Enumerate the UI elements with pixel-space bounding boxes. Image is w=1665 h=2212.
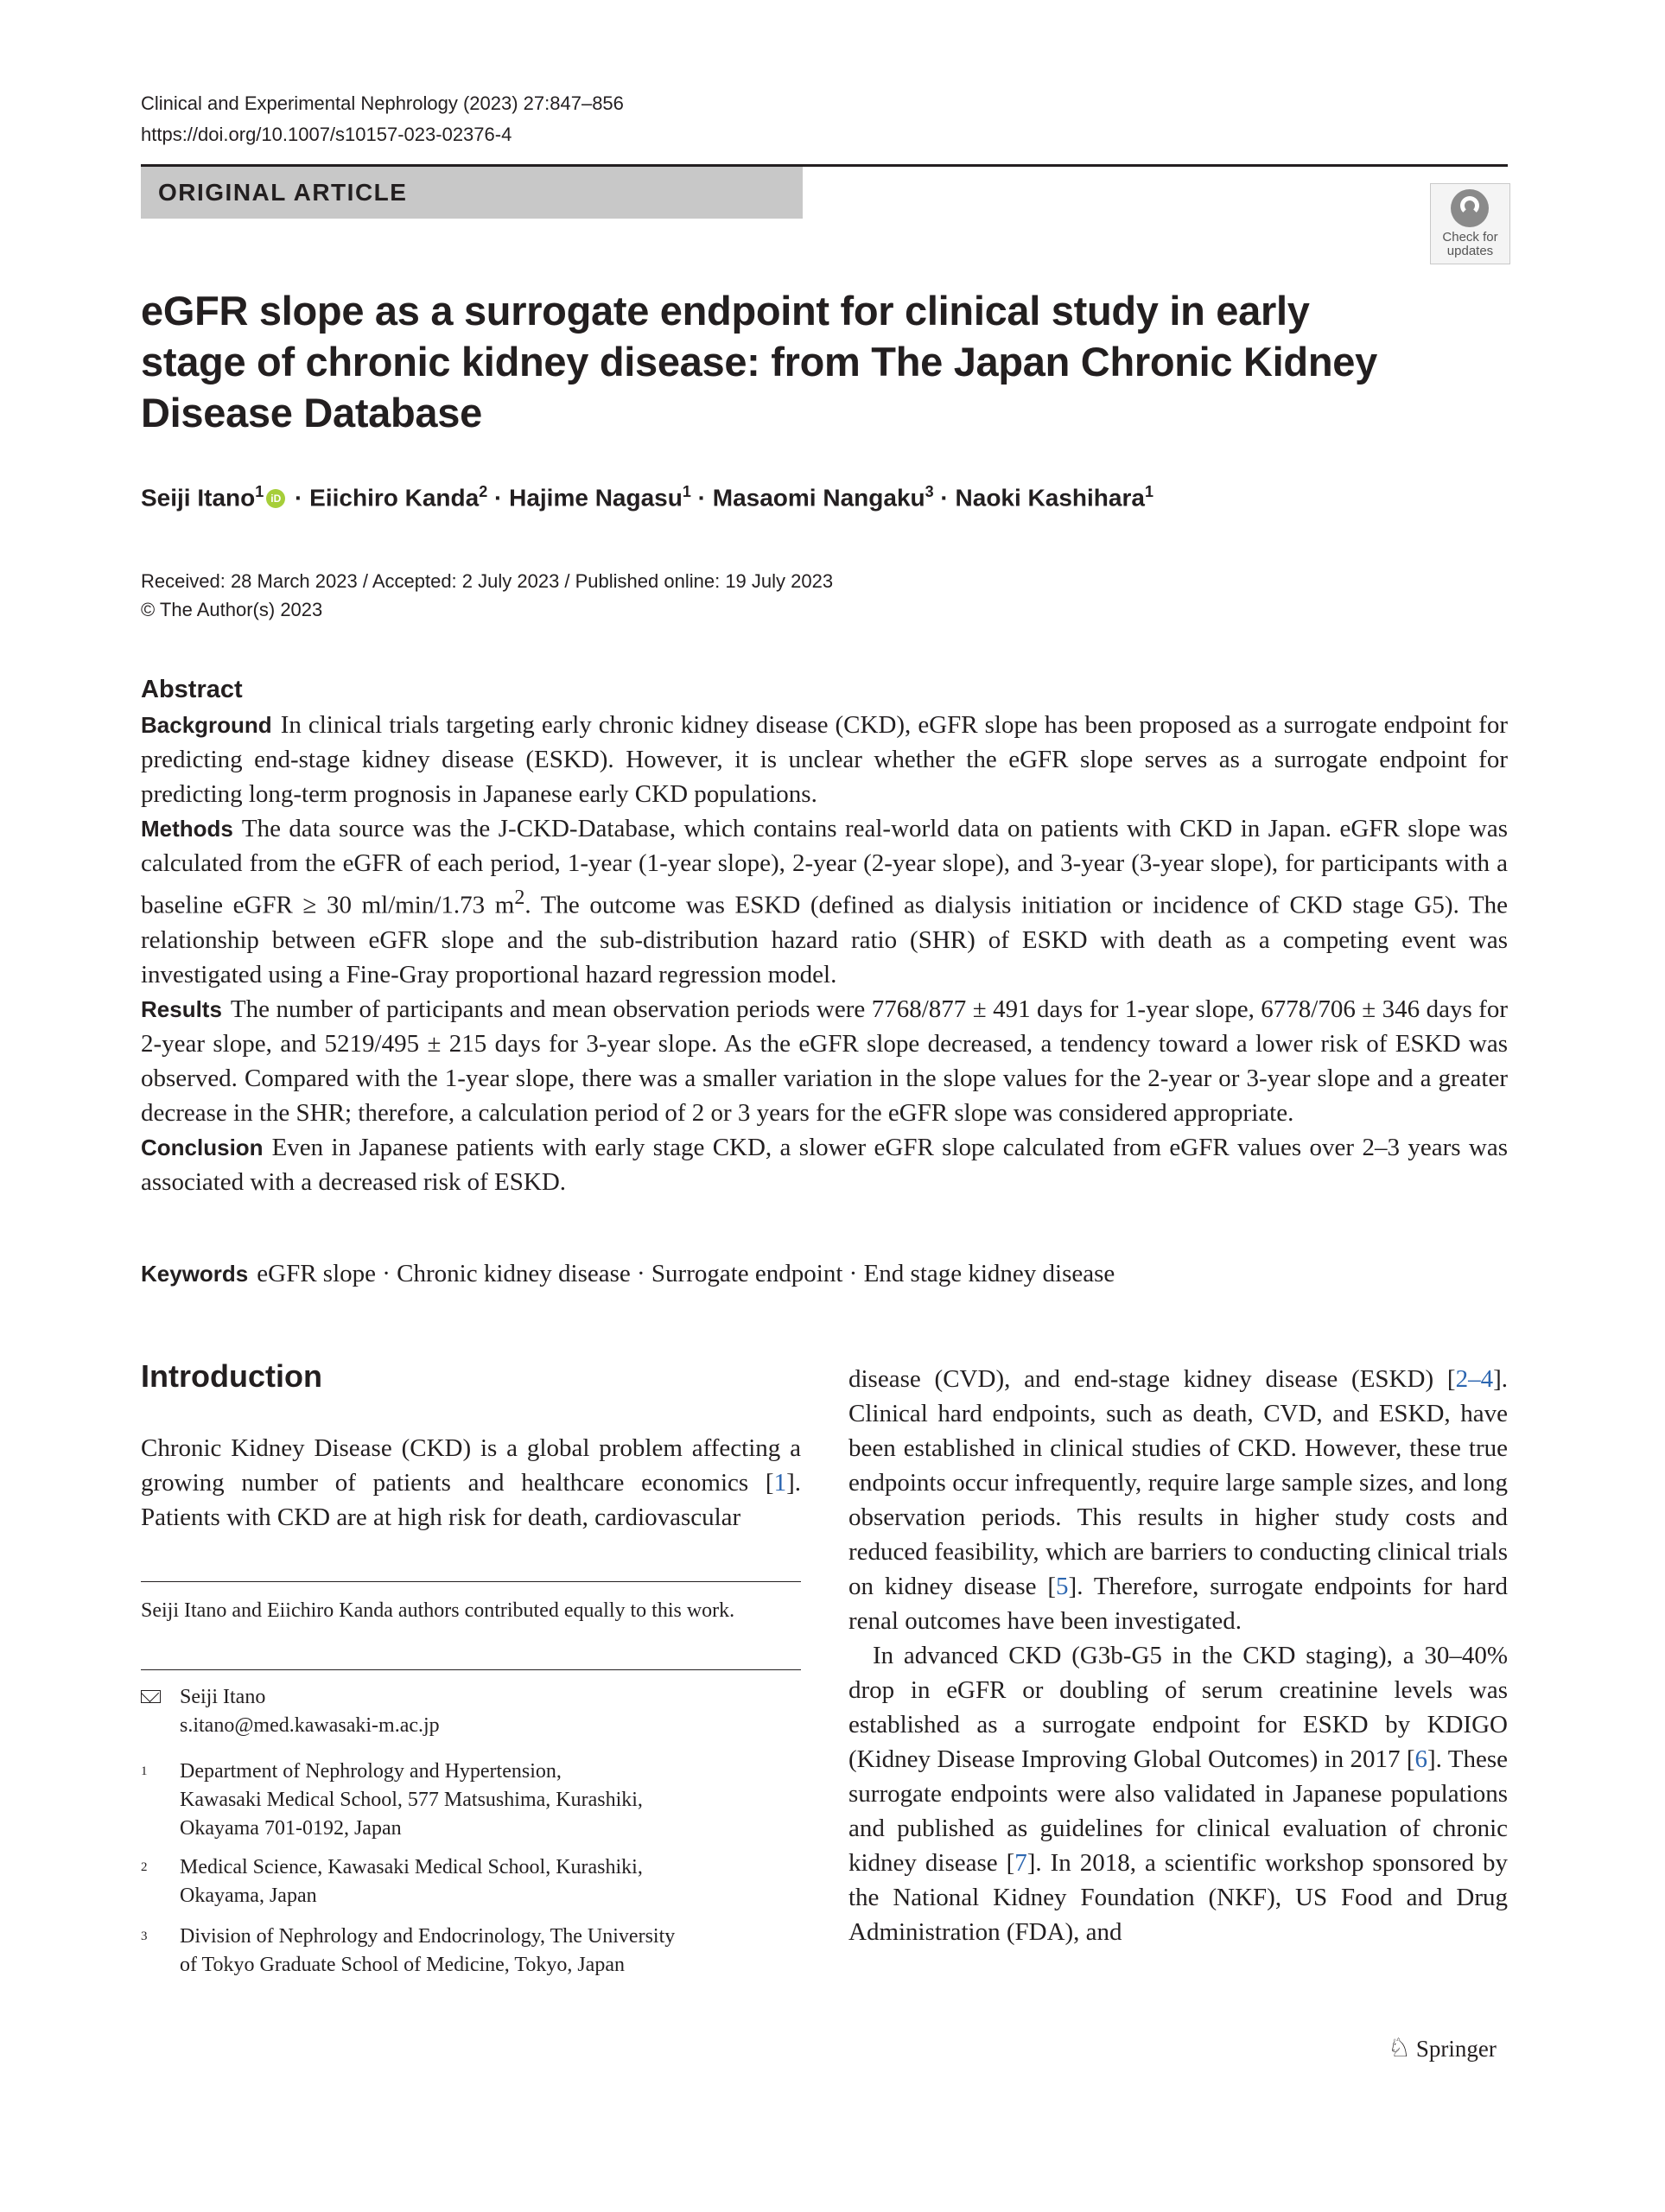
author-name: Masaomi Nangaku xyxy=(712,484,925,512)
affiliation xyxy=(141,1853,801,1910)
abstract xyxy=(141,672,1508,1199)
springer-horse-icon: ♘ xyxy=(1388,2034,1411,2063)
body-text: ]. These surrogate endpoints were also validated in Japanese populations and published as guidelines for clinical evaluation of chronic kidney disease [ xyxy=(848,1745,1508,1877)
abstract-methods-label: Methods xyxy=(141,816,233,842)
equal-contribution-note: Seiji Itano and Eiichiro Kanda authors contributed equally to this work. xyxy=(141,1599,735,1622)
author-affiliation-sup: 1 xyxy=(682,483,691,500)
body-text: disease (CVD), and end-stage kidney disease (ESKD) [ xyxy=(848,1365,1456,1393)
intro-text: Chronic Kidney Disease (CKD) is a global problem affecting a growing number of patients and healthcare economics [ xyxy=(141,1434,801,1497)
publisher-name: Springer xyxy=(1415,2036,1497,2062)
affiliation-line: of Tokyo Graduate School of Medicine, Tokyo, Japan xyxy=(180,1954,625,1976)
footnote-divider xyxy=(141,1669,801,1670)
abstract-methods-text-2: . The outcome was ESKD (defined as dialysis initiation or incidence of CKD stage G5). The relationship between eGFR slope and the sub-distribution hazard ratio (SHR) of ESKD with death as a competing event was investigated using a Fine-Gray proportional hazard regression model. xyxy=(141,891,1508,988)
body-text: In advanced CKD (G3b-G5 in the CKD staging), a 30–40% drop in eGFR or doubling of serum creatinine levels was established as a surrogate endpoint for ESKD by KDIGO (Kidney Disease Improving Global Outcomes) in 2017 [ xyxy=(848,1642,1508,1773)
dates-line: Received: 28 March 2023 / Accepted: 2 July 2023 / Published online: 19 July 2023 xyxy=(141,570,834,592)
affiliation xyxy=(141,1923,801,1980)
abstract-conclusion xyxy=(141,1130,1508,1199)
envelope-icon xyxy=(141,1690,161,1703)
affiliation-line: Kawasaki Medical School, 577 Matsushima, Kurashiki, xyxy=(180,1789,643,1811)
citation-link[interactable]: 5 xyxy=(1056,1573,1069,1600)
abstract-results-label: Results xyxy=(141,995,222,1022)
affiliation-line: Okayama 701-0192, Japan xyxy=(180,1817,402,1840)
abstract-results-text: The number of participants and mean observation periods were 7768/877 ± 491 days for 1-year slope, 6778/706 ± 346 days for 2-year slope, and 5219/495 ± 215 days for 3-year slope. As the eGFR slope decreased, a tendency toward a lower risk of ESKD was observed. Compared with the 1-year slope, there was a smaller variation in the slope values for the 2-year or 3-year slope and a greater decrease in the SHR; therefore, a calculation period of 2 or 3 years for the eGFR slope was considered appropriate. xyxy=(141,995,1508,1127)
check-for-updates-badge[interactable] xyxy=(1430,183,1510,264)
corresponding-author xyxy=(141,1683,440,1740)
introduction-paragraph xyxy=(141,1431,801,1535)
crossmark-label-1: Check for xyxy=(1442,230,1498,245)
running-header xyxy=(141,88,624,150)
affiliation-line: Okayama, Japan xyxy=(180,1885,317,1907)
author-list: Seiji Itano$^1$ iD · Eiichiro Kanda$^2$ · Hajime Nagasu$^1$ · Masaomi Nangaku$^3$ · Naoki Kashihara$^1$ xyxy=(141,483,1153,512)
affiliation-number: 2 xyxy=(141,1860,148,1874)
author-affiliation-sup: 1 xyxy=(255,483,264,500)
abstract-methods xyxy=(141,811,1508,992)
footnote-divider xyxy=(141,1581,801,1582)
publisher-logo xyxy=(1388,2033,1497,2063)
crossmark-label-2: updates xyxy=(1446,244,1494,258)
citation-link[interactable]: 7 xyxy=(1014,1849,1027,1877)
section-label-bar xyxy=(141,167,803,219)
abstract-heading: Abstract xyxy=(141,676,243,703)
body-text: ]. In 2018, a scientific workshop sponsored by the National Kidney Foundation (NKF), US Food and Drug Administration (FDA), and xyxy=(848,1849,1508,1946)
body-paragraph xyxy=(848,1638,1508,1949)
corresponding-name: Seiji Itano xyxy=(180,1686,266,1708)
author-affiliation-sup: 2 xyxy=(479,483,488,500)
author-affiliation-sup: 3 xyxy=(925,483,934,500)
author-name: Hajime Nagasu xyxy=(509,484,683,512)
crossmark-icon xyxy=(1451,189,1489,227)
abstract-methods-sup: 2 xyxy=(514,886,525,909)
affiliation-line: Division of Nephrology and Endocrinology, The University xyxy=(180,1925,676,1948)
orcid-icon[interactable]: iD xyxy=(266,489,285,508)
abstract-methods-text: The data source was the J-CKD-Database, which contains real-world data on patients with CKD in Japan. eGFR slope was calculated from the eGFR of each period, 1-year (1-year slope), 2-year (2-year slope), and 3-year (3-year slope), for participants with a baseline eGFR ≥ 30 ml/min/1.73 m xyxy=(141,815,1508,919)
keywords-label: Keywords xyxy=(141,1261,249,1287)
article-title: eGFR slope as a surrogate endpoint for clinical study in early stage of chronic kidney disease: from The Japan Chronic Kidney Disease Database xyxy=(141,288,1377,435)
intro-text: ]. Patients with CKD are at high risk for death, cardiovascular xyxy=(141,1469,801,1531)
abstract-results xyxy=(141,992,1508,1130)
abstract-background xyxy=(141,708,1508,811)
corresponding-email[interactable]: s.itano@med.kawasaki-m.ac.jp xyxy=(180,1714,440,1737)
citation-link[interactable]: 6 xyxy=(1414,1745,1428,1773)
body-paragraph xyxy=(848,1362,1508,1638)
author-name: Naoki Kashihara xyxy=(955,484,1145,512)
citation-link[interactable]: 1 xyxy=(773,1469,787,1497)
affiliation xyxy=(141,1758,801,1843)
affiliation-line: Department of Nephrology and Hypertension, xyxy=(180,1760,562,1783)
copyright-line: © The Author(s) 2023 xyxy=(141,599,323,620)
doi-link[interactable]: https://doi.org/10.1007/s10157-023-02376-4 xyxy=(141,124,512,145)
right-column xyxy=(848,1362,1508,1949)
introduction-heading: Introduction xyxy=(141,1358,322,1394)
affiliation-number: 3 xyxy=(141,1929,148,1943)
abstract-background-text: In clinical trials targeting early chronic kidney disease (CKD), eGFR slope has been proposed as a surrogate endpoint for predicting end-stage kidney disease (ESKD). However, it is unclear whether the eGFR slope serves as a surrogate endpoint for predicting long-term prognosis in Japanese early CKD populations. xyxy=(141,711,1508,808)
keywords-text: eGFR slope · Chronic kidney disease · Surrogate endpoint · End stage kidney disease xyxy=(257,1260,1115,1287)
section-label: ORIGINAL ARTICLE xyxy=(158,179,408,206)
author-name: Seiji Itano xyxy=(141,484,256,512)
publication-dates xyxy=(141,567,833,624)
abstract-conclusion-text: Even in Japanese patients with early stage CKD, a slower eGFR slope calculated from eGFR values over 2–3 years was associated with a decreased risk of ESKD. xyxy=(141,1133,1508,1196)
affiliation-number: 1 xyxy=(141,1764,148,1778)
affiliation-line: Medical Science, Kawasaki Medical School, Kurashiki, xyxy=(180,1856,643,1878)
author-affiliation-sup: 1 xyxy=(1144,483,1153,500)
abstract-conclusion-label: Conclusion xyxy=(141,1134,264,1160)
body-text: ]. Clinical hard endpoints, such as death, CVD, and ESKD, have been established in clinical studies of CKD. However, these true endpoints occur infrequently, require large sample sizes, and long observation periods. This results in higher study costs and reduced feasibility, which are barriers to conducting clinical trials on kidney disease [ xyxy=(848,1365,1508,1600)
keywords xyxy=(141,1260,1115,1288)
body-text: ]. Therefore, surrogate endpoints for hard renal outcomes have been investigated. xyxy=(848,1573,1508,1635)
citation-link[interactable]: 2–4 xyxy=(1455,1365,1494,1393)
author-name: Eiichiro Kanda xyxy=(309,484,480,512)
abstract-background-label: Background xyxy=(141,712,272,738)
journal-citation: Clinical and Experimental Nephrology (2023) 27:847–856 xyxy=(141,92,624,114)
